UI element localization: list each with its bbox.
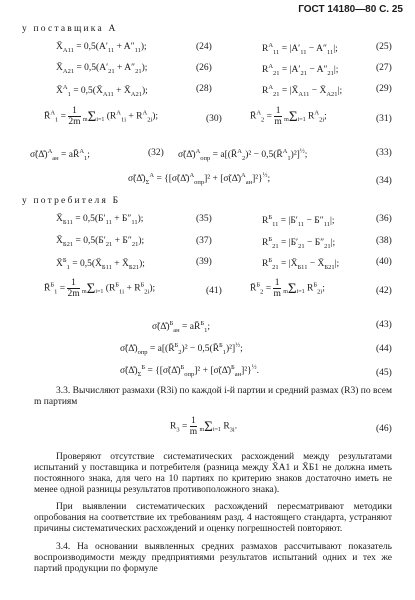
formula-33: σ̃(Δ̊)$^A_{опр}$ = a[(R̄$^A_2$)² − 0,5(R̄$^A_1$)²]$^{\frac{1}{2}}$;: [178, 148, 308, 163]
formula-34: $\sigmã(\Deltå)_\Sigma^A$ = {[σ̃(Δ̊)$^A_{опр}$]² + [σ̃(Δ̊)$^A_{ан}$]²}$^{\frac{1}{2}}$;: [128, 172, 271, 187]
formula-45: $\sigmã(\Deltå)_\Sigma^Б$ = {[σ̃(Δ̊)$^Б_{опр}$]² + [σ̃(Δ̊)$^Б_{ан}$]²}$^{\frac{1}{2}}$.: [120, 364, 259, 379]
formula-25: $R^A_{11} = |A'_{11} - A''_{11}|$;: [262, 42, 338, 57]
section-3-4: 3.4. На основании выявленных средних размахов рассчитывают показатель воспроизводимости между предприятиями результатов испытаний одних и тех же партий продукции по формуле: [34, 542, 392, 574]
formula-44: $\sigmã(\Deltå)_{опр}$ = a[(R̄$^Б_2$)² − 0,5(R̄$^Б_1$)²]$^{\frac{1}{2}}$;: [120, 342, 243, 357]
eq-number: (44): [376, 344, 392, 354]
eq-number: (36): [376, 214, 392, 224]
eq-number: (29): [376, 84, 392, 94]
eq-number: (33): [376, 148, 392, 158]
formula-26: $X̄_{A21} = 0,5(A'_{21} + A''_{21})$;: [56, 63, 148, 75]
eq-number: (34): [376, 176, 392, 186]
formula-40: $R^Б_{21}$ = $|X̄_{Б11}$ − $X̄_{Б21}|$;: [262, 257, 340, 272]
eq-number: (40): [376, 257, 392, 267]
paragraph-1: Проверяют отсутствие систематических расхождений между результатами испытаний у поставщика и потребителя (разница между X̄A1 и X̄Б1 не должна иметь постоянного знака, для чего на 10 партиях по критерию знаков достаточно иметь не менее одной разницы результатов противоположного знака).: [34, 452, 392, 495]
formula-36: $R^Б_{11} = |Б'_{11} - Б''_{11}|$;: [262, 214, 335, 229]
supplier-heading: у поставщика А: [22, 24, 118, 34]
eq-number: (31): [376, 114, 392, 124]
formula-39: X̄$^Б_1$ = $0,5(X̄_{Б11}$ + $X̄_{Б21}$);: [56, 257, 145, 272]
formula-37: $X̄_{Б21} = 0,5(Б'_{21} + Б''_{21})$;: [56, 236, 145, 248]
paragraph-2: При выявлении систематических расхождений пересматривают методики опробования на соответствие их требованиям разд. 4 настоящего стандарта, устраняют причины систематических расхождений и оценку погрешностей повторяют.: [34, 502, 392, 534]
eq-number: (38): [376, 236, 392, 246]
eq-number: (35): [196, 214, 212, 224]
eq-number: (24): [196, 42, 212, 52]
formula-27: $R^A_{21} = |A'_{21} - A''_{21}|$;: [262, 63, 339, 78]
consumer-heading: у потребителя Б: [22, 196, 121, 206]
eq-number: (45): [376, 368, 392, 378]
page-header: ГОСТ 14180—80 С. 25: [298, 4, 403, 15]
eq-number: (37): [196, 236, 212, 246]
eq-number: (27): [376, 63, 392, 73]
eq-number: (28): [196, 84, 212, 94]
eq-number: (25): [376, 42, 392, 52]
formula-32: σ̃(Δ̊)$^A_{ан}$ = aR̄$^A_1$;: [30, 148, 90, 163]
formula-28: X̄$^A_1$ = $0,5(X̄_{A11}$ + $X̄_{A21}$);: [56, 84, 148, 99]
eq-number: (30): [206, 114, 222, 124]
eq-number: (41): [206, 286, 222, 296]
formula-29: $R^A_{21}$ = $|X̄_{A11}$ − $X̄_{A21}|$;: [262, 84, 343, 99]
eq-number: (39): [196, 257, 212, 267]
eq-number: (46): [376, 424, 392, 434]
formula-42: R̄$^Б_2$ = $\frac{1}{m}$ mΣi=1 $R^Б_{2i}$;: [250, 278, 325, 299]
eq-number: (26): [196, 63, 212, 73]
formula-31: R̄$^A_2$ = $\frac{1}{m}$ mΣi=1 $R^A_{2i}$;: [250, 106, 327, 127]
formula-46: $R_3$ = $\frac{1}{m}$ mΣi=1 $R_{3i}$.: [170, 416, 238, 437]
eq-number: (43): [376, 320, 392, 330]
formula-41: R̄$^Б_1$ = $\frac{1}{2m}$ mΣi=1 $(R^Б_{1i} + R^Б_{2i})$;: [44, 278, 156, 299]
formula-38: $R^Б_{21} = |Б'_{21} - Б''_{21}|$;: [262, 236, 336, 251]
eq-number: (42): [376, 286, 392, 296]
formula-30: R̄$^A_1$ = $\frac{1}{2m}$ mΣi=1 $(R^A_{1i} + R^A_{2i})$;: [44, 106, 159, 127]
formula-43: σ̃(Δ̊)$^Б_{ан}$ = aR̄$^Б_1$;: [152, 320, 210, 335]
eq-number: (32): [148, 148, 164, 158]
formula-35: $X̄_{Б11} = 0,5(Б'_{11} + Б''_{11})$;: [56, 214, 144, 226]
section-3-3: 3.3. Вычисляют размахи (R3i) по каждой i-й партии и средний размах (R3) по всем m партиям: [34, 386, 392, 407]
formula-24: $X̄_{A11} = 0,5(A'_{11} + A''_{11})$;: [56, 42, 147, 54]
